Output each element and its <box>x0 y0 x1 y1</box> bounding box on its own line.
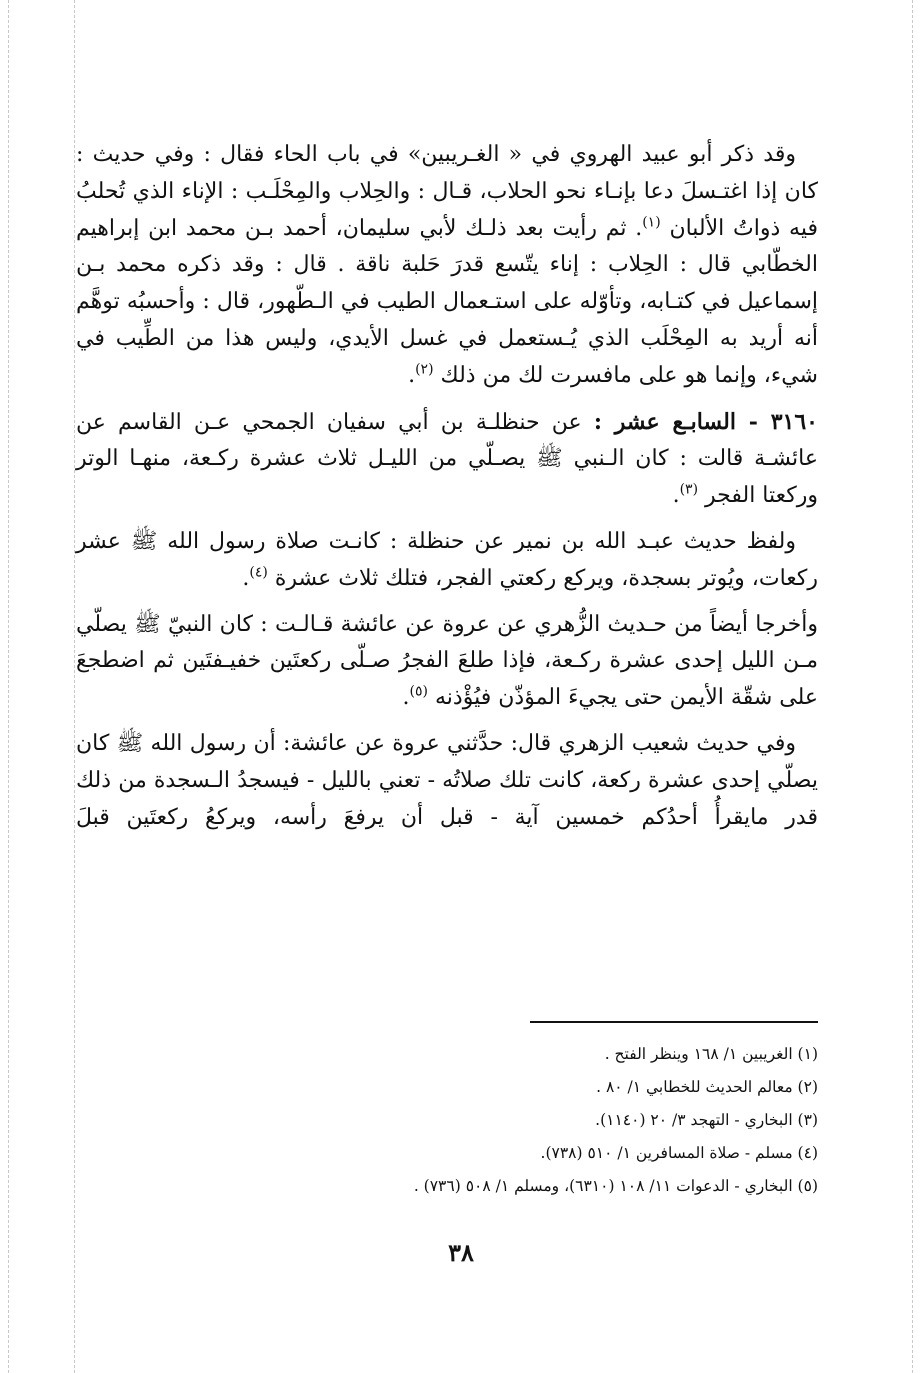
paragraph-text-continued: . <box>672 483 680 509</box>
footnote-4: (٤) مسلم - صلاة المسافرين ١/ ٥١٠ (٧٣٨). <box>540 1144 818 1162</box>
page-number: ٣٨ <box>448 1238 474 1267</box>
paragraph-text: عن حنظلـة بن أبي سفيان الجمحي عـن القاسم عن عائشـة قالت : كان الـنبي ﷺ يصـلّي من الليـل ثلاث عشرة ركـعة، منهـا الوتر وركعتا الفجر <box>76 409 818 509</box>
footnote-ref[interactable]: (٣) <box>679 481 699 498</box>
hadith-number-heading: ٣١٦٠ - السابـع عشر : <box>593 408 818 435</box>
paragraph-text-continued: . <box>242 565 250 591</box>
paragraph-end: . <box>408 362 416 388</box>
footnote-ref[interactable]: (٤) <box>249 564 268 581</box>
paragraph-text: ولفظ حديث عبـد الله بن نمير عن حنظلة : كانـت صلاة رسول الله ﷺ عشر ركعات، ويُوتر بسجدة، ويركع ركعتي الفجر، فتلك ثلاث عشرة <box>76 528 818 591</box>
paragraph-text: وقد ذكر أبو عبيد الهروي في « الغـريبين» في باب الحاء فقال : وفي حديث : كان إذا اغتـسلَ دعا بإنـاء نحو الحلاب، قـال : والحِلاب والمِحْلَـب : الإناء الذي تُحلبُ فيه ذواتُ الألبان <box>76 142 818 241</box>
footnote-ref[interactable]: (٥) <box>409 683 429 700</box>
paragraph-text-continued: . <box>402 685 410 711</box>
footnote-3: (٣) البخاري - التهجد ٣/ ٢٠ (١١٤٠). <box>595 1111 818 1129</box>
footnote-ref[interactable]: (٢) <box>415 361 434 378</box>
paragraph-5 <box>76 726 818 836</box>
scan-guide-left-inner <box>74 0 75 1373</box>
footnotes <box>140 1038 818 1203</box>
footnote-5: (٥) البخاري - الدعوات ١١/ ١٠٨ (٦٣١٠)، ومسلم ١/ ٥٠٨ (٧٣٦) . <box>413 1177 818 1195</box>
paragraph-3 <box>76 524 818 598</box>
paragraph-text: وأخرجا أيضاً من حـديث الزُّهري عن عروة عن عائشة قـالـت : كان النبيّ ﷺ يصلّي مـن الليل إحدى عشرة ركـعة، فإذا طلعَ الفجرُ صـلّى ركعتَين خفيـفتَين ثم اضطجعَ على شقّة الأيمن حتى يجيءَ المؤذّن فيُؤْذنه <box>76 611 818 711</box>
paragraph-text-continued: . ثم رأيت بعد ذلـك لأبي سليمان، أحمد بـن محمد ابن إبراهيم الخطّابي قال : الحِلاب : إناء يتّسع قدرَ حَلبة ناقة . قال : وقد ذكره محمد بـن إسماعيل في كتـابه، وتأوّله على استـعمال الطيب في الـطّهور، قال : وأحسبُه توهَّم أنه أريد به المِحْلَب الذي يُـستعمل في غسل الأيدي، وليس هذا من الطِّيب في شيء، وإنما هو على مافسرت لك من ذلك <box>76 215 818 388</box>
paragraph-text: وفي حديث شعيب الزهري قال: حدَّثني عروة عن عائشة: أن رسول الله ﷺ كان يصلّي إحدى عشرة ركعة، كانت تلك صلاتُه - تعني بالليل - فيسجدُ الـسجدة من ذلك قدر مايقرأُ أحدُكم خمسين آية - قبل أن يرفعَ رأسه، ويركعُ ركعتَين قبلَ <box>76 730 818 830</box>
footnote-1: (١) الغريبين ١/ ١٦٨ وينظر الفتح . <box>604 1045 818 1063</box>
scan-guide-left <box>8 0 9 1373</box>
body-text <box>76 136 818 836</box>
footnote-2: (٢) معالم الحديث للخطابي ١/ ٨٠ . <box>596 1078 818 1096</box>
paragraph-2 <box>76 404 818 515</box>
paragraph-1 <box>76 136 818 395</box>
footnote-ref[interactable]: (١) <box>642 214 661 231</box>
footnote-divider <box>530 1021 818 1023</box>
paragraph-4 <box>76 607 818 717</box>
scan-guide-right <box>912 0 913 1373</box>
